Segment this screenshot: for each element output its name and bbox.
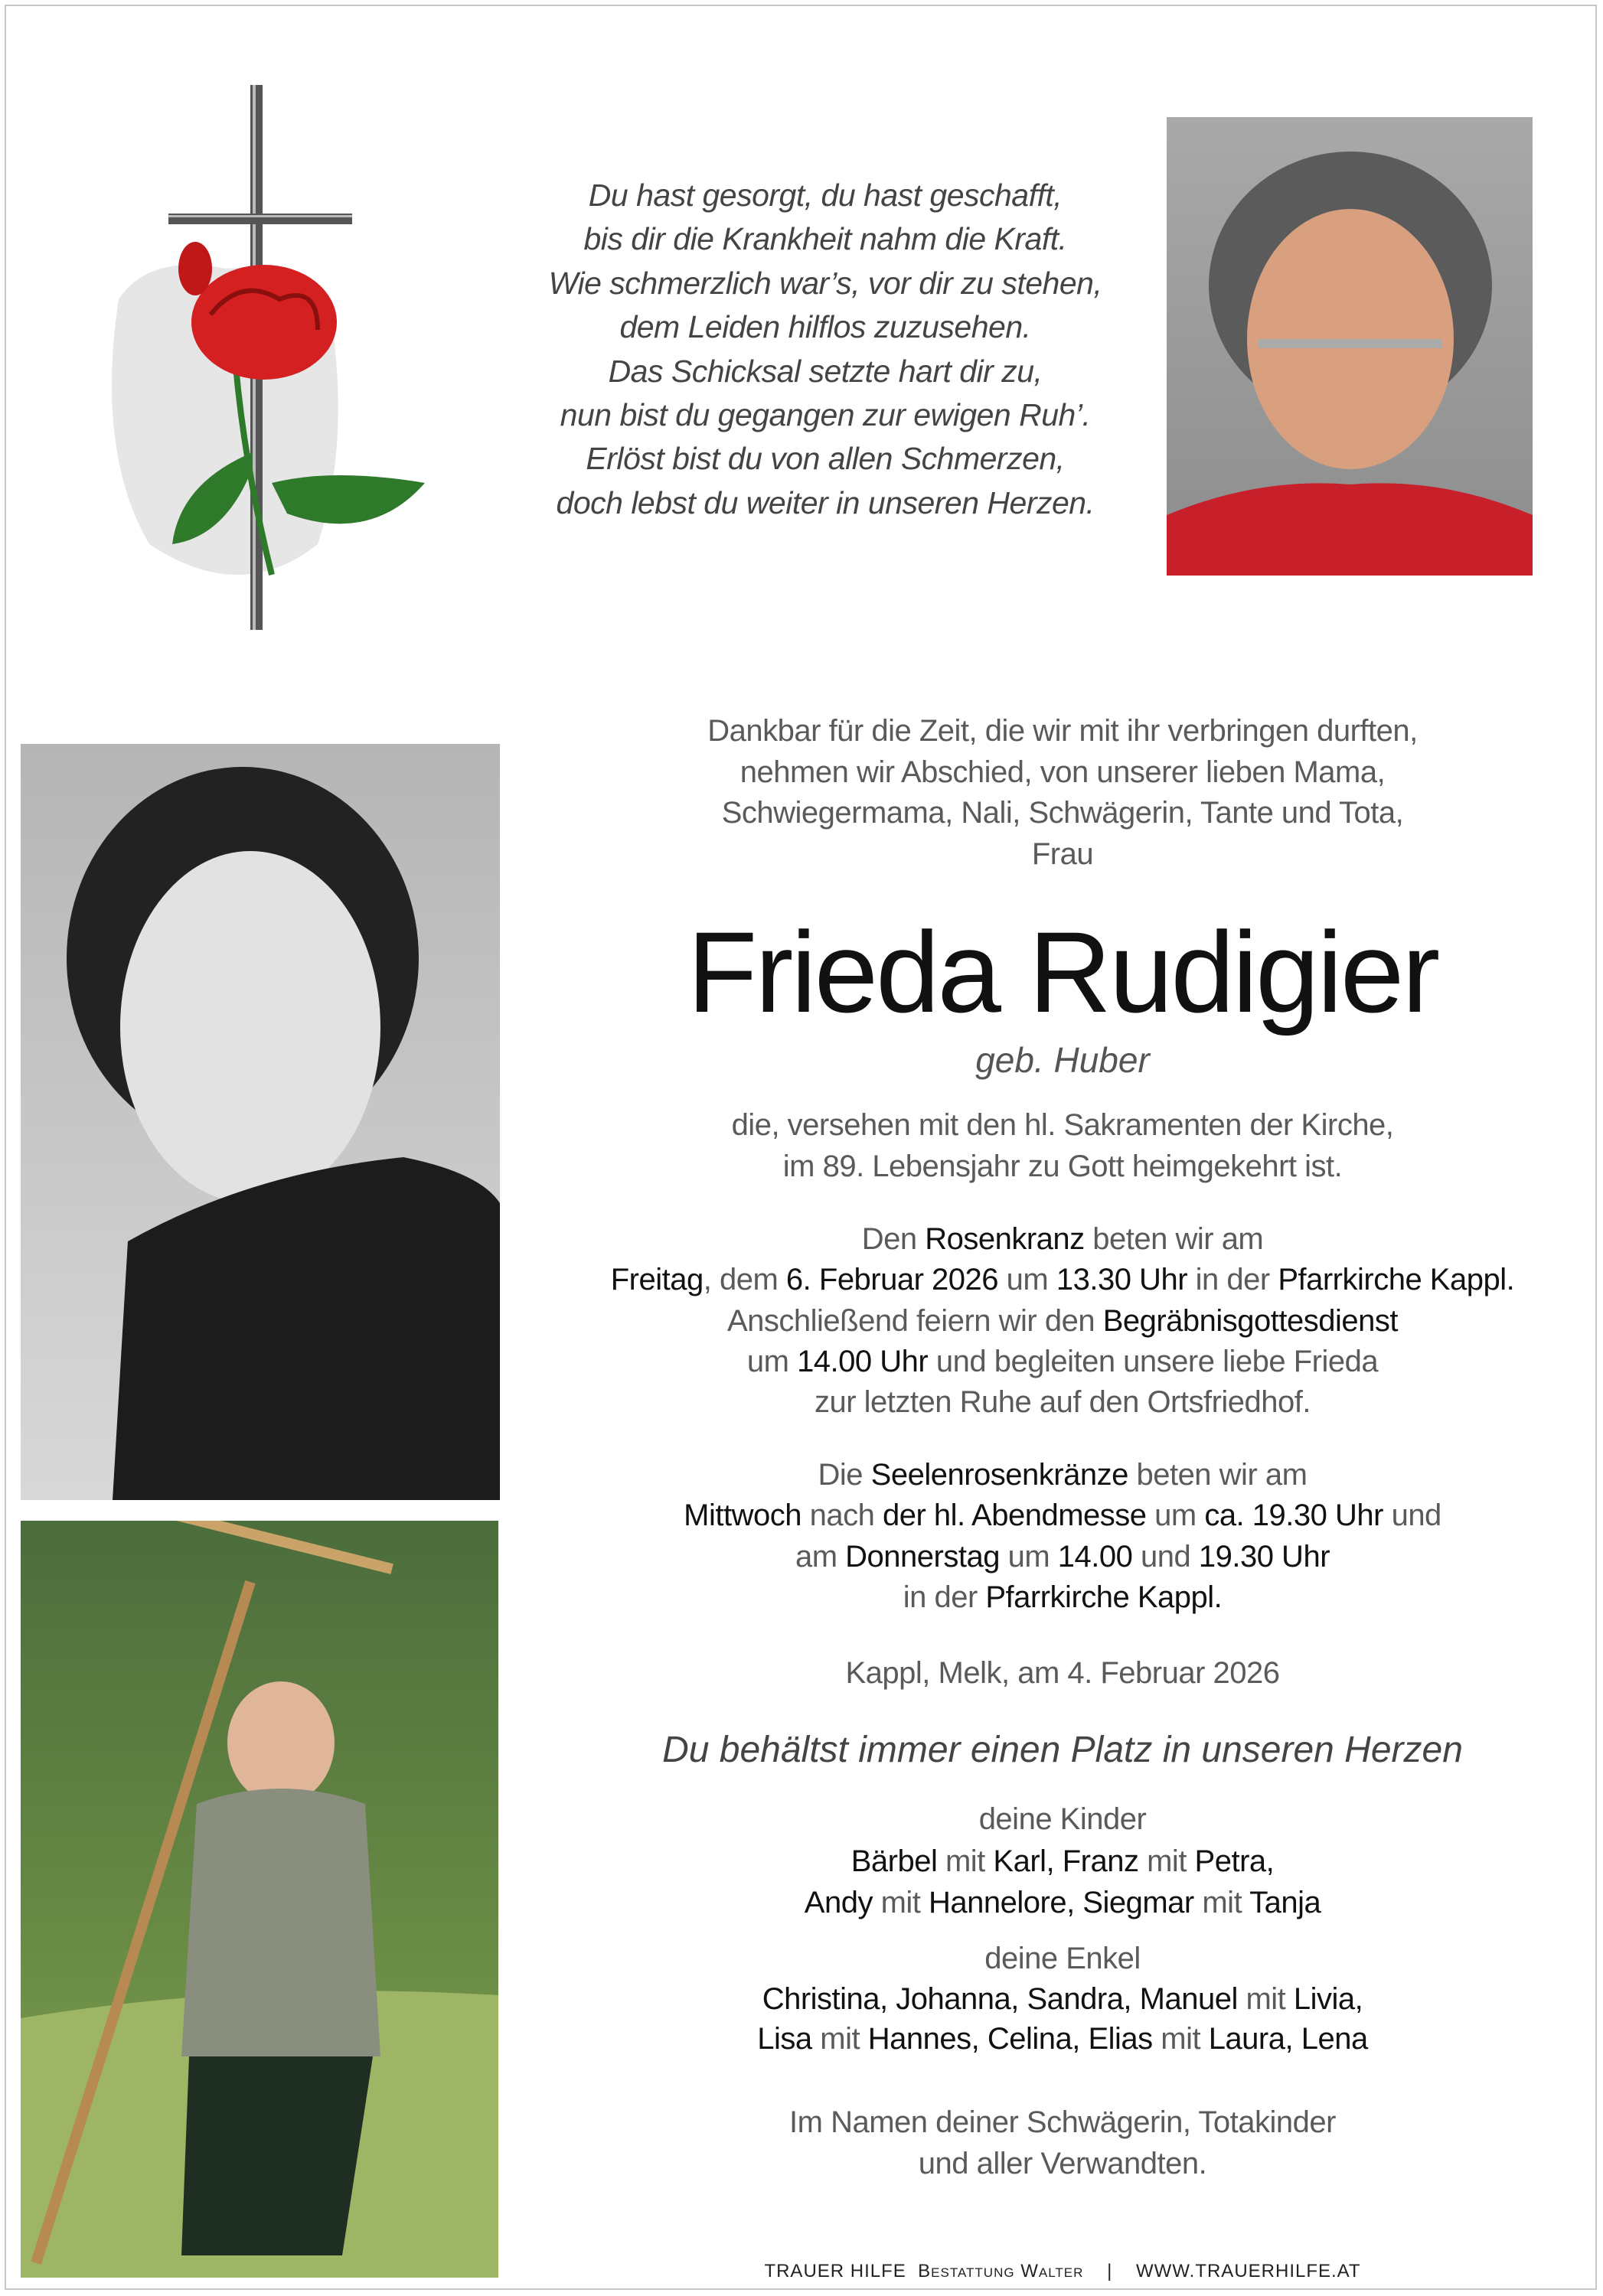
soul-rosary-line <box>582 1577 1543 1618</box>
text: mit <box>811 2022 868 2056</box>
text: Im Namen deiner Schwägerin, Totakinder <box>789 2105 1336 2139</box>
text: , dem <box>703 1263 786 1297</box>
text: Kappl, Melk, am 4. Februar 2026 <box>845 1656 1280 1690</box>
emphasized-text: Bärbel <box>850 1844 938 1878</box>
emphasized-text: 19.30 Uhr <box>1198 1539 1330 1574</box>
emphasized-text: 14.00 <box>1057 1539 1133 1574</box>
after-name-line <box>582 1146 1543 1187</box>
footer-brand: TRAUER HILFE <box>764 2261 906 2281</box>
cross-rose-image <box>88 85 433 630</box>
rosary-line <box>582 1381 1543 1423</box>
place-date-line <box>582 1652 1543 1694</box>
rosary-line <box>582 1259 1543 1300</box>
text: deine Enkel <box>984 1942 1141 1975</box>
text: um <box>999 1539 1058 1574</box>
motto: Du behältst immer einen Platz in unseren Herzen <box>662 1730 1463 1770</box>
text: in der <box>1187 1263 1278 1297</box>
text: mit <box>937 1844 994 1878</box>
emphasized-text: Christina, Johanna, Sandra, Manuel <box>762 1981 1238 2016</box>
emphasized-text: der hl. Abendmesse <box>882 1499 1147 1533</box>
emphasized-text: Livia, <box>1293 1981 1363 2016</box>
poem-line: Das Schicksal setzte hart dir zu, <box>608 353 1043 389</box>
footer-separator: | <box>1107 2261 1113 2281</box>
text: beten wir am <box>1128 1458 1308 1492</box>
soul-rosary-line <box>582 1536 1543 1577</box>
emphasized-text: ca. 19.30 Uhr <box>1204 1499 1383 1533</box>
text: mit <box>872 1886 929 1919</box>
emphasized-text: Lisa <box>757 2022 812 2056</box>
grandchildren-line <box>582 1978 1543 2020</box>
text: mit <box>1152 2022 1209 2056</box>
rosary-line <box>582 1300 1543 1342</box>
maiden-name: geb. Huber <box>975 1040 1150 1080</box>
intro-line <box>582 710 1543 752</box>
text: und <box>1383 1499 1441 1533</box>
children-line <box>582 1841 1543 1882</box>
text: mit <box>1237 1981 1294 2016</box>
text: und <box>1132 1539 1199 1574</box>
text: in der <box>903 1580 986 1614</box>
emphasized-text: Petra, <box>1194 1844 1275 1878</box>
emphasized-text: Seelenrosenkränze <box>870 1458 1128 1492</box>
photo-with-rake <box>21 1521 498 2278</box>
deceased-name: Frieda Rudigier <box>687 908 1438 1036</box>
text: mit <box>1138 1844 1195 1878</box>
poem-line: Wie schmerzlich war’s, vor dir zu stehen, <box>548 265 1102 301</box>
emphasized-text: Tanja <box>1249 1886 1321 1919</box>
after-name-line <box>582 1104 1543 1146</box>
grandchildren-line <box>582 1938 1543 1979</box>
emphasized-text: Pfarrkirche Kappl. <box>1278 1263 1515 1297</box>
footer-url[interactable]: WWW.TRAUERHILFE.AT <box>1136 2261 1361 2281</box>
text: im 89. Lebensjahr zu Gott heimgekehrt ist. <box>782 1149 1343 1183</box>
intro-line <box>582 752 1543 793</box>
intro-line <box>582 833 1543 875</box>
emphasized-text: 13.30 Uhr <box>1056 1263 1188 1297</box>
text: um <box>746 1344 798 1378</box>
poem-line: Erlöst bist du von allen Schmerzen, <box>586 441 1065 477</box>
emphasized-text: Hannes, Celina, Elias <box>867 2022 1153 2056</box>
emphasized-text: Freitag <box>610 1263 704 1297</box>
text: Schwiegermama, Nali, Schwägerin, Tante und Tota, <box>721 796 1404 830</box>
text: mit <box>1193 1886 1250 1919</box>
soul-rosary-line <box>582 1454 1543 1495</box>
poem-line: Du hast gesorgt, du hast geschafft, <box>588 178 1063 213</box>
text: deine Kinder <box>978 1802 1147 1836</box>
text: Die <box>818 1458 871 1492</box>
emphasized-text: 6. Februar 2026 <box>785 1263 999 1297</box>
emphasized-text: Donnerstag <box>845 1539 1000 1574</box>
footer-company: Bestattung Walter <box>918 2261 1084 2281</box>
text: Dankbar für die Zeit, die wir mit ihr verbringen durften, <box>707 714 1418 748</box>
emphasized-text: Laura, Lena <box>1208 2022 1368 2056</box>
portrait-photo-elderly <box>1167 117 1533 576</box>
closing-line <box>582 2143 1543 2184</box>
text: Den <box>861 1222 926 1256</box>
rosary-line <box>582 1341 1543 1382</box>
text: die, versehen mit den hl. Sakramenten der Kirche, <box>731 1108 1394 1142</box>
emphasized-text: Begräbnisgottesdienst <box>1102 1303 1399 1338</box>
emphasized-text: Andy <box>804 1886 873 1919</box>
text: Frau <box>1031 837 1094 871</box>
closing-line <box>582 2102 1543 2143</box>
children-line <box>582 1882 1543 1923</box>
text: beten wir am <box>1084 1222 1264 1256</box>
footer <box>582 2261 1543 2282</box>
emphasized-text: Mittwoch <box>684 1499 802 1533</box>
intro-line <box>582 792 1543 833</box>
text: um <box>998 1263 1056 1297</box>
emphasized-text: Hannelore, Siegmar <box>929 1886 1194 1919</box>
text: nach <box>801 1499 883 1533</box>
emphasized-text: Pfarrkirche Kappl. <box>985 1580 1223 1614</box>
text: am <box>795 1539 846 1574</box>
poem-line: nun bist du gegangen zur ewigen Ruh’. <box>560 397 1091 432</box>
text: zur letzten Ruhe auf den Ortsfriedhof. <box>814 1385 1311 1420</box>
poem-line: dem Leiden hilflos zuzusehen. <box>619 309 1031 345</box>
soul-rosary-line <box>582 1495 1543 1536</box>
text: und begleiten unsere liebe Frieda <box>928 1344 1379 1378</box>
emphasized-text: Karl, Franz <box>993 1844 1139 1878</box>
emphasized-text: Rosenkranz <box>925 1222 1085 1256</box>
rosary-line <box>582 1218 1543 1260</box>
grandchildren-line <box>582 2018 1543 2060</box>
text: um <box>1146 1499 1205 1533</box>
portrait-photo-young <box>21 744 500 1500</box>
children-line <box>582 1799 1543 1840</box>
text: und aller Verwandten. <box>918 2147 1207 2180</box>
poem-line: bis dir die Krankheit nahm die Kraft. <box>583 221 1067 257</box>
emphasized-text: 14.00 Uhr <box>797 1344 929 1378</box>
text: Anschließend feiern wir den <box>726 1303 1103 1338</box>
text: nehmen wir Abschied, von unserer lieben Mama, <box>739 755 1386 789</box>
poem-line: doch lebst du weiter in unseren Herzen. <box>556 484 1095 520</box>
